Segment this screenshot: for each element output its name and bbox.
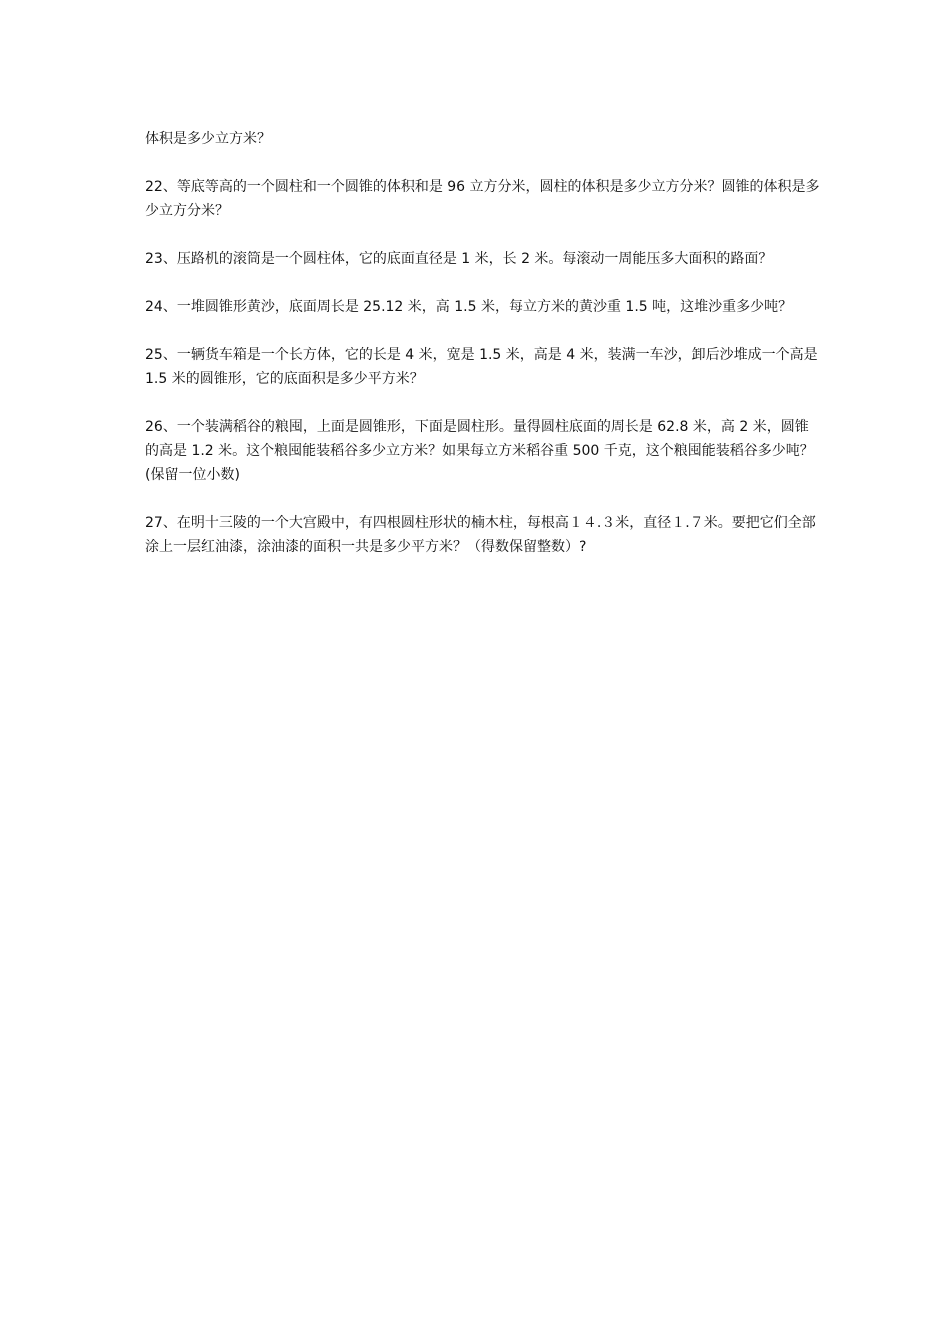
question-21-continued: 体积是多少立方米？ bbox=[145, 131, 271, 147]
question-22: 22、等底等高的一个圆柱和一个圆锥的体积和是 96 立方分米，圆柱的体积是多少立方分米？圆锥的体积是多少立方分米？ bbox=[145, 179, 820, 219]
question-25: 25、一辆货车箱是一个长方体，它的长是 4 米，宽是 1.5 米，高是 4 米，装满一车沙，卸后沙堆成一个高是 1.5 米的圆锥形，它的底面积是多少平方米？ bbox=[145, 347, 818, 387]
question-26: 26、一个装满稻谷的粮囤，上面是圆锥形，下面是圆柱形。量得圆柱底面的周长是 62.8 米，高 2 米，圆锥的高是 1.2 米。这个粮囤能装稻谷多少立方米？如果每立方米稻谷重 500 千克，这个粮囤能装稻谷多少吨？(保留一位小数) bbox=[145, 419, 814, 483]
question-23: 23、压路机的滚筒是一个圆柱体，它的底面直径是 1 米，长 2 米。每滚动一周能压多大面积的路面？ bbox=[145, 251, 773, 267]
question-27: 27、在明十三陵的一个大宫殿中，有四根圆柱形状的楠木柱，每根高１４.３米，直径１.７米。要把它们全部涂上一层红油漆，涂油漆的面积一共是多少平方米？（得数保留整数）? bbox=[145, 515, 816, 555]
question-24: 24、一堆圆锥形黄沙，底面周长是 25.12 米，高 1.5 米，每立方米的黄沙重 1.5 吨，这堆沙重多少吨？ bbox=[145, 299, 793, 315]
document-body bbox=[145, 127, 820, 583]
